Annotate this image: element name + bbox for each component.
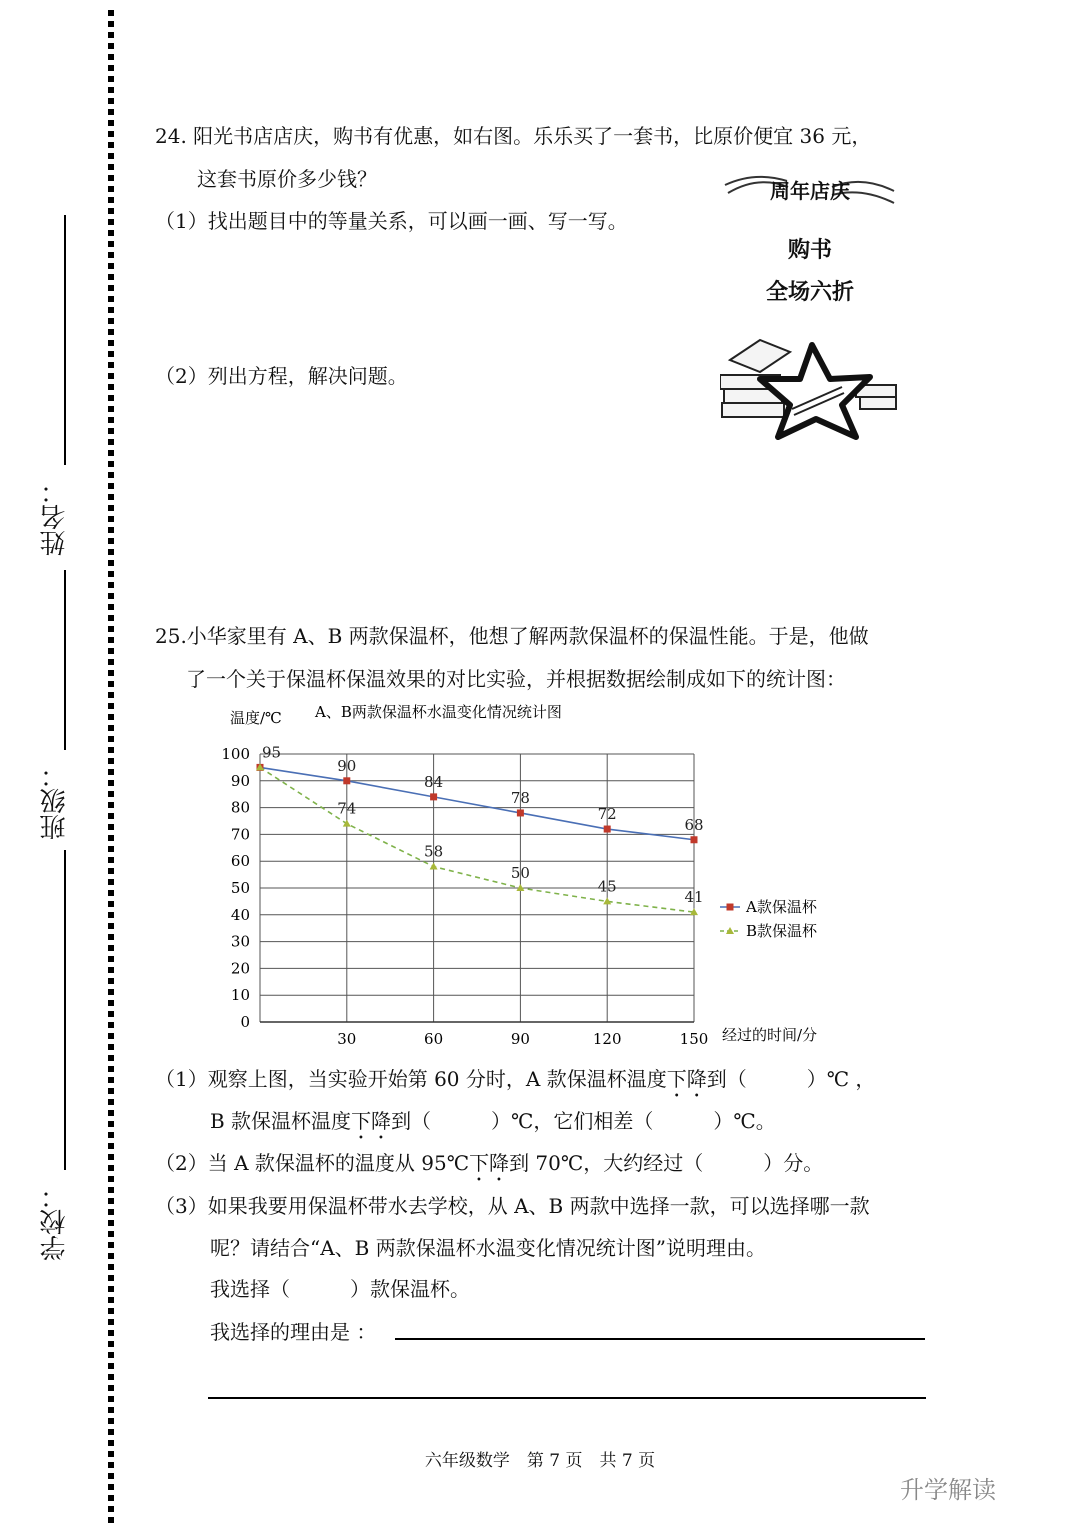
y-tick-label: 10 (230, 986, 250, 1005)
data-label-b: 58 (424, 842, 444, 861)
y-tick-label: 60 (230, 852, 250, 871)
q25-choose-line: 我选择（ ）款保温杯。 (210, 1277, 470, 1301)
point-a (517, 809, 524, 816)
q25-sub1-blank-a: 到（ ）℃ ， (706, 1067, 876, 1091)
data-label-b: 74 (337, 799, 357, 818)
data-label-a: 90 (337, 756, 357, 775)
reason-answer-line-2 (208, 1397, 926, 1399)
data-label-b: 50 (510, 864, 530, 882)
poster-line1: 周年店庆 (770, 179, 850, 203)
y-tick-label: 0 (240, 1013, 250, 1031)
school-label: 学校： (40, 1183, 70, 1261)
q25-sub1-line1 (155, 1063, 875, 1102)
class-label: 班级： (40, 762, 70, 840)
y-tick-label: 20 (230, 959, 250, 978)
y-tick-label: 50 (230, 879, 250, 897)
q25-sub3-line1: （3）如果我要用保温杯带水去学校，从 A、B 两款中选择一款，可以选择哪一款 (155, 1194, 870, 1218)
q25-sub3-line2: 呢？请结合“A、B 两款保温杯水温变化情况统计图”说明理由。 (210, 1236, 766, 1260)
q25-sub1-text-a: （1）观察上图，当实验开始第 60 分时，A 款保温杯温度 (155, 1067, 667, 1091)
q25-reason-label: 我选择的理由是 ： (210, 1320, 377, 1344)
y-tick-label: 80 (230, 798, 250, 817)
data-label-a: 84 (424, 772, 444, 791)
chart-title: A、B两款保温杯水温变化情况统计图 (315, 703, 562, 721)
q25-sub1-text-b: B 款保温杯温度 (210, 1109, 352, 1133)
q25-stem-line2: 了一个关于保温杯保温效果的对比实验，并根据数据绘制成如下的统计图： (186, 667, 846, 691)
q25-sub2-emphasis: 下降 (469, 1151, 510, 1175)
point-a (343, 777, 350, 784)
page-footer: 六年级数学 第 7 页 共 7 页 (424, 1451, 656, 1471)
q25-stem-line1: 25.小华家里有 A、B 两款保温杯，他想了解两款保温杯的保温性能。于是，他做 (155, 624, 869, 648)
reason-answer-line-1 (395, 1338, 925, 1340)
poster-line2: 购书 (787, 238, 832, 263)
x-tick-label: 120 (592, 1030, 622, 1048)
point-b (343, 820, 351, 827)
q25-sub1-emphasis-b: 下降 (351, 1109, 392, 1133)
data-label-a: 68 (684, 815, 704, 834)
x-tick-label: 60 (424, 1030, 444, 1048)
y-tick-label: 100 (221, 745, 250, 763)
point-a (691, 836, 698, 843)
q25-sub2 (155, 1147, 823, 1186)
series-line-b (260, 767, 694, 912)
promo-poster (720, 165, 900, 440)
y-tick-label: 70 (230, 825, 250, 844)
legend-label: B款保温杯 (746, 922, 818, 940)
class-underline (64, 570, 66, 750)
series-line-a (260, 767, 694, 839)
y-tick-label: 40 (230, 905, 250, 924)
data-label-b: 41 (684, 888, 704, 907)
q24-stem-line1: 24. 阳光书店店庆，购书有优惠，如右图。乐乐买了一套书，比原价便宜 36 元， (155, 124, 872, 148)
point-b (603, 897, 611, 904)
data-label-b: 45 (597, 877, 617, 896)
q25-sub1-line2 (210, 1105, 776, 1144)
point-a (430, 793, 437, 800)
data-label-a: 72 (597, 805, 617, 824)
q25-sub2-blank: 到 70℃，大约经过（ ）分。 (509, 1151, 824, 1175)
name-label: 姓名： (40, 478, 70, 556)
poster-line3: 全场六折 (765, 280, 854, 305)
q25-sub1-emphasis-a: 下降 (666, 1067, 707, 1091)
binding-dotted-line (108, 10, 114, 1528)
q25-sub1-blank-b: 到（ ）℃，它们相差（ ）℃。 (391, 1109, 776, 1133)
chart-xlabel: 经过的时间/分 (722, 1026, 818, 1044)
watermark-text: 升学解读 (900, 1476, 996, 1504)
chart-ylabel: 温度/℃ (230, 709, 282, 727)
legend-label: A款保温杯 (746, 898, 817, 916)
data-label-a: 95 (262, 743, 282, 762)
name-underline (64, 215, 66, 465)
school-underline (64, 850, 66, 1170)
point-b (430, 863, 438, 870)
point-a (604, 826, 611, 833)
x-tick-label: 30 (337, 1030, 357, 1048)
legend-marker-a (727, 904, 734, 911)
q25-sub2-text: （2）当 A 款保温杯的温度从 95℃ (155, 1151, 470, 1175)
x-tick-label: 90 (510, 1030, 530, 1048)
y-tick-label: 30 (230, 932, 250, 951)
data-label-a: 78 (510, 788, 530, 807)
q24-sub1: （1）找出题目中的等量关系，可以画一画、写一写。 (155, 209, 628, 233)
q24-stem-line2: 这套书原价多少钱？ (197, 167, 377, 191)
y-tick-label: 90 (230, 771, 250, 790)
temperature-line-chart (210, 695, 870, 1055)
x-tick-label: 150 (679, 1030, 709, 1048)
q24-sub2: （2）列出方程，解决问题。 (155, 364, 408, 388)
